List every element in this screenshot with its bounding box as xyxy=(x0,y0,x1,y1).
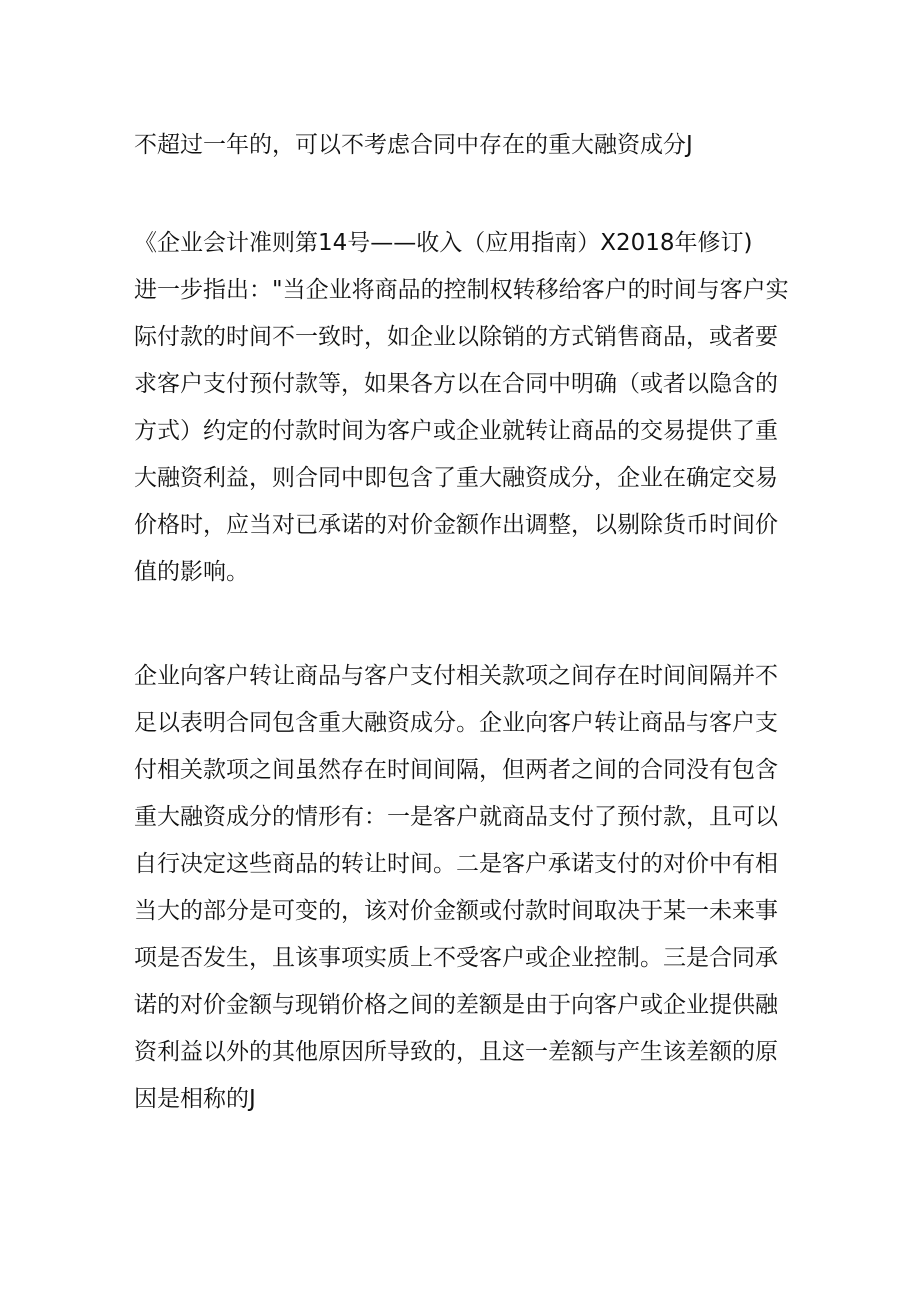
paragraph-3-line-10: 因是相称的J xyxy=(134,1086,256,1112)
paragraph-3-line-3: 付相关款项之间虽然存在时间间隔，但两者之间的合同没有包含 xyxy=(134,757,778,783)
paragraph-2-line-8: 值的影响。 xyxy=(134,559,249,585)
paragraph-2-line-4: 求客户支付预付款等，如果各方以在合同中明确（或者以隐含的 xyxy=(134,371,778,397)
paragraph-3-line-4: 重大融资成分的情形有：一是客户就商品支付了预付款，且可以 xyxy=(134,804,778,830)
paragraph-3-line-9: 资利益以外的其他原因所导致的，且这一差额与产生该差额的原 xyxy=(134,1039,778,1065)
paragraph-2-line-2: 进一步指出："当企业将商品的控制权转移给客户的时间与客户实 xyxy=(134,277,789,303)
paragraph-3-line-6: 当大的部分是可变的，该对价金额或付款时间取决于某一未来事 xyxy=(134,898,778,924)
paragraph-3-line-8: 诺的对价金额与现销价格之间的差额是由于向客户或企业提供融 xyxy=(134,992,778,1018)
paragraph-3 xyxy=(134,653,794,1123)
paragraph-3-line-7: 项是否发生，且该事项实质上不受客户或企业控制。三是合同承 xyxy=(134,945,778,971)
paragraph-2-line-6: 大融资利益，则合同中即包含了重大融资成分，企业在确定交易 xyxy=(134,465,778,491)
paragraph-3-line-5: 自行决定这些商品的转让时间。二是客户承诺支付的对价中有相 xyxy=(134,851,778,877)
paragraph-2-line-5: 方式）约定的付款时间为客户或企业就转让商品的交易提供了重 xyxy=(134,418,778,444)
paragraph-1-line-1: 不超过一年的，可以不考虑合同中存在的重大融资成分J xyxy=(134,132,693,158)
paragraph-2 xyxy=(134,220,794,596)
paragraph-3-line-1: 企业向客户转让商品与客户支付相关款项之间存在时间间隔并不 xyxy=(134,663,778,689)
paragraph-2-line-3: 际付款的时间不一致时，如企业以除销的方式销售商品，或者要 xyxy=(134,324,778,350)
paragraph-1 xyxy=(134,122,794,169)
paragraph-2-line-7: 价格时，应当对已承诺的对价金额作出调整，以剔除货币时间价 xyxy=(134,512,778,538)
paragraph-2-line-1: 《企业会计准则第14号——收入（应用指南）X2018年修订) xyxy=(134,230,753,256)
paragraph-3-line-2: 足以表明合同包含重大融资成分。企业向客户转让商品与客户支 xyxy=(134,710,778,736)
